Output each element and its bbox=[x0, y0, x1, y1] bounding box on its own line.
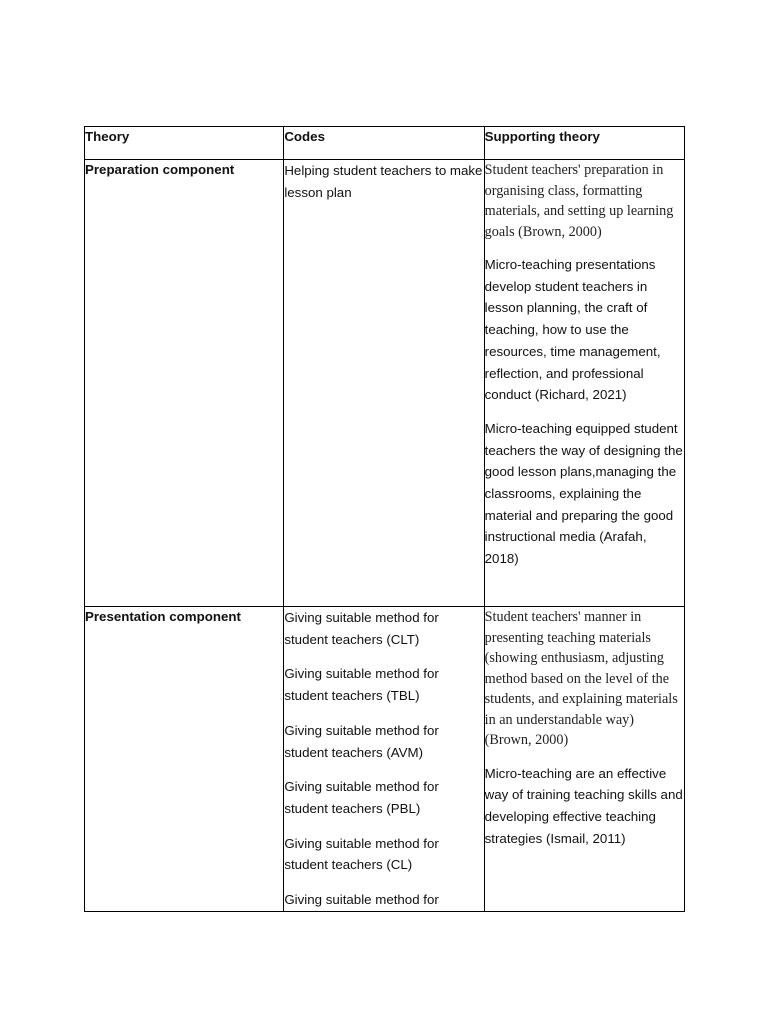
code-item: Giving suitable method for student teachers (PBL) bbox=[284, 779, 439, 816]
header-theory: Theory bbox=[85, 127, 284, 160]
theory-codes-table bbox=[84, 126, 685, 912]
theory-cell: Preparation component bbox=[85, 160, 284, 607]
table-row bbox=[85, 160, 685, 607]
code-item: Giving suitable method for student teachers (TBL) bbox=[284, 666, 439, 704]
code-item: Helping student teachers to make lesson plan bbox=[284, 163, 483, 200]
table-row bbox=[85, 607, 685, 912]
theory-cell: Presentation component bbox=[85, 607, 284, 912]
code-item: Giving suitable method for student teachers (CL) bbox=[284, 835, 439, 873]
code-item: Giving suitable method for bbox=[284, 892, 439, 908]
code-item: Giving suitable method for student teachers (AVM) bbox=[284, 722, 439, 760]
code-item: Giving suitable method for student teachers (CLT) bbox=[284, 610, 439, 647]
supporting-paragraph: Student teachers' manner in presenting teaching materials (showing enthusiasm, adjusting method based on the level of the students, and explaining materials in an understandable way) (Brown, 2000) bbox=[484, 609, 678, 748]
supporting-cell bbox=[484, 160, 684, 607]
codes-cell bbox=[284, 607, 484, 912]
header-supporting-theory: Supporting theory bbox=[484, 127, 684, 160]
supporting-paragraph: Micro-teaching equipped student teachers the way of designing the good lesson plans,managing the classrooms, explaining the material and preparing the good instructional media (Arafah, 2018) bbox=[484, 420, 683, 567]
supporting-paragraph: Student teachers' preparation in organising class, formatting materials, and setting up learning goals (Brown, 2000) bbox=[484, 162, 674, 240]
supporting-cell bbox=[484, 607, 684, 912]
supporting-paragraph: Micro-teaching are an effective way of training teaching skills and developing effective teaching strategies (Ismail, 2011) bbox=[484, 765, 683, 846]
codes-cell bbox=[284, 160, 484, 607]
header-codes: Codes bbox=[284, 127, 484, 160]
supporting-paragraph: Micro-teaching presentations develop student teachers in lesson planning, the craft of teaching, how to use the resources, time management, reflection, and professional conduct (Richard, 2021) bbox=[484, 257, 661, 403]
header-row bbox=[85, 127, 685, 160]
